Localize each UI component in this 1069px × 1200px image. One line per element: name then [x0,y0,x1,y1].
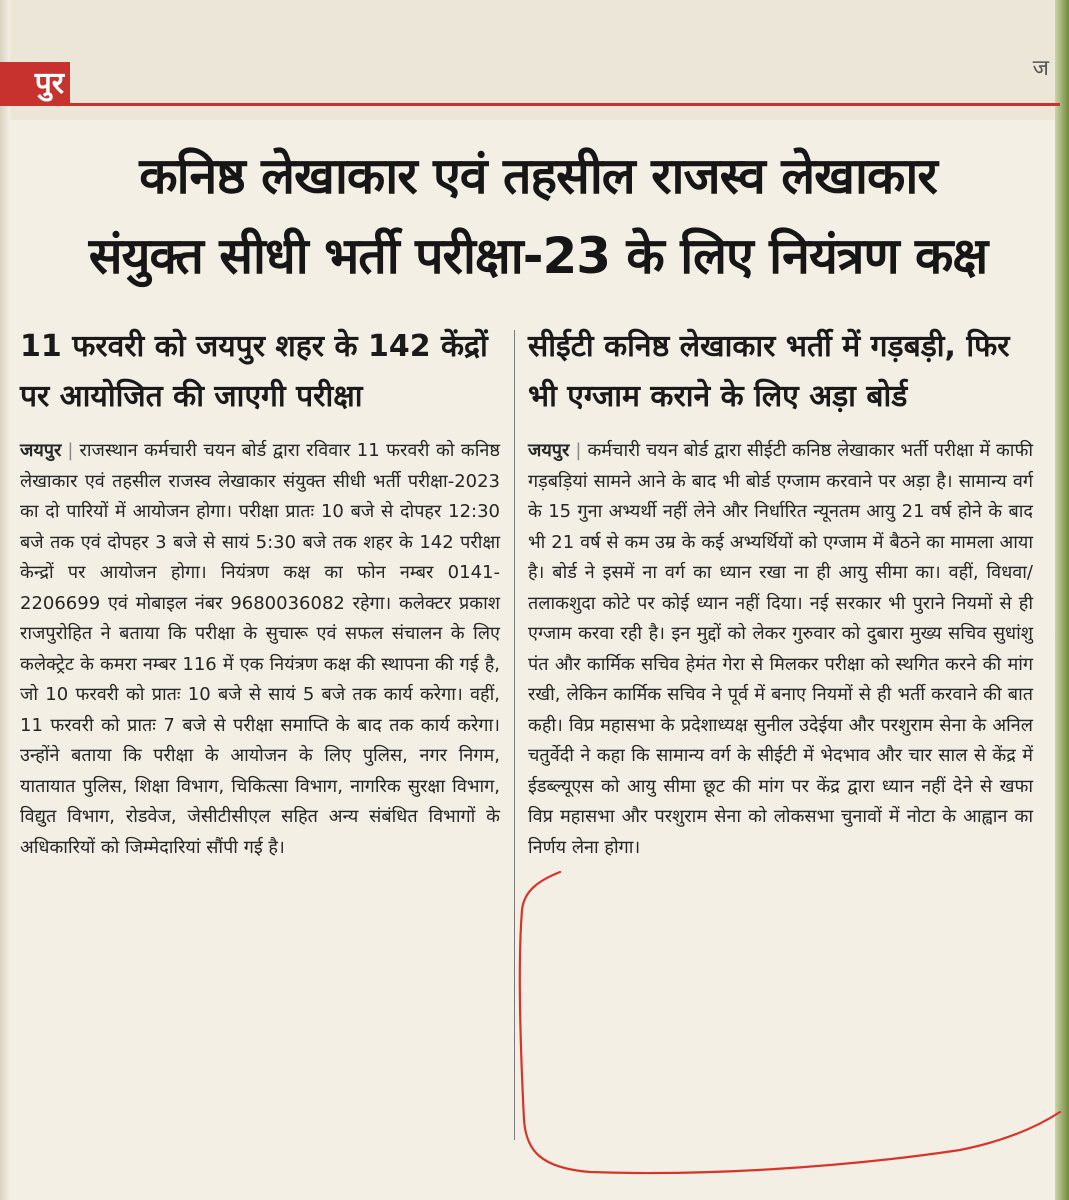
main-headline [18,136,1058,296]
right-article-dateline-separator: | [575,440,582,461]
left-article-subhead: 11 फरवरी को जयपुर शहर के 142 केंद्रों पर आयोजित की जाएगी परीक्षा [20,329,488,414]
headline-line-1: कनिष्ठ लेखाकार एवं तहसील राजस्व लेखाकार [139,147,937,205]
paper-edge-left [0,0,10,1200]
edition-mark: ज [1032,56,1049,81]
left-article-text: राजस्थान कर्मचारी चयन बोर्ड द्वारा रविवार 11 फरवरी को कनिष्ठ लेखाकार एवं तहसील राजस्व लेखाकार संयुक्त सीधी भर्ती परीक्षा-2023 का दो पारियों में आयोजन होगा। परीक्षा प्रातः 10 बजे से दोपहर 12:30 बजे तक एवं दोपहर 3 बजे से सायं 5:30 बजे तक शहर के 142 परीक्षा केन्द्रों पर आयोजन होगा। नियंत्रण कक्ष का फोन नम्बर 0141-2206699 एवं मोबाइल नंबर 9680036082 रहेगा। कलेक्टर प्रकाश राजपुरोहित ने बताया कि परीक्षा के सुचारू एवं सफल संचालन के लिए कलेक्ट्रेट के कमरा नम्बर 116 में एक नियंत्रण कक्ष की स्थापना की गई है, जो 10 फरवरी को प्रातः 10 बजे से सायं 5 बजे तक कार्य करेगा। वहीं, 11 फरवरी को प्रातः 7 बजे से परीक्षा समाप्ति के बाद तक कार्य करेगा। उन्होंने बताया कि परीक्षा के आयोजन के लिए पुलिस, नगर निगम, यातायात पुलिस, शिक्षा विभाग, चिकित्सा विभाग, नागरिक सुरक्षा विभाग, विद्युत विभाग, रोडवेज, जेसीटीसीएल सहित अन्य संबंधित विभागों के अधिकारियों को जिम्मेदारियां सौंपी गई है। [20,440,500,858]
right-article-text: कर्मचारी चयन बोर्ड द्वारा सीईटी कनिष्ठ लेखाकार भर्ती परीक्षा में काफी गड़बड़ियां सामने आने के बाद भी बोर्ड एग्जाम करवाने पर अड़ा है। सामान्य वर्ग के 15 गुना अभ्यर्थी नहीं लेने और निर्धारित न्यूनतम आयु 21 वर्ष होने के बाद भी 21 वर्ष से कम उम्र के कई अभ्यर्थियों को एग्जाम में बैठने का मामला आया है। बोर्ड ने इसमें ना वर्ग का ध्यान रखा ना ही आयु सीमा का। वहीं, विधवा/तलाकशुदा कोटे पर कोई ध्यान नहीं दिया। नई सरकार भी पुराने नियमों से ही एग्जाम करवा रही है। इन मुद्दों को लेकर गुरुवार को दुबारा मुख्य सचिव सुधांशु पंत और कार्मिक सचिव हेमंत गेरा से मिलकर परीक्षा को स्थगित करने की मांग रखी, लेकिन कार्मिक सचिव ने पूर्व में बनाए नियमों से ही भर्ती करवाने की बात कही। विप्र महासभा के प्रदेशाध्यक्ष सुनील उदेईया और परशुराम सेना के अनिल चतुर्वेदी ने कहा कि सामान्य वर्ग के सीईटी में भेदभाव और चार साल से केंद्र में ईडब्ल्यूएस को आयु सीमा छूट की मांग पर केंद्र द्वारा ध्यान नहीं देने से खफा विप्र महासभा और परशुराम सेना को लोकसभा चुनावों में नोटा के आह्वान का निर्णय लेना होगा। [528,440,1033,858]
left-article-body [20,436,500,863]
right-article-dateline: जयपुर [528,440,570,461]
left-article [20,322,500,863]
column-divider [514,330,515,1140]
section-label: पुर [0,62,70,106]
right-article-body [528,436,1033,863]
left-article-dateline: जयपुर [20,440,62,461]
right-article-subhead: सीईटी कनिष्ठ लेखाकार भर्ती में गड़बड़ी, फिर भी एग्जाम कराने के लिए अड़ा बोर्ड [528,329,1010,414]
right-article [528,322,1033,863]
header-rule [70,103,1060,106]
left-article-dateline-separator: | [67,440,74,461]
headline-line-2: संयुक्त सीधी भर्ती परीक्षा-23 के लिए नियंत्रण कक्ष [88,227,988,285]
pen-annotation-stroke [520,872,1060,1173]
page-top-strip [0,0,1069,120]
